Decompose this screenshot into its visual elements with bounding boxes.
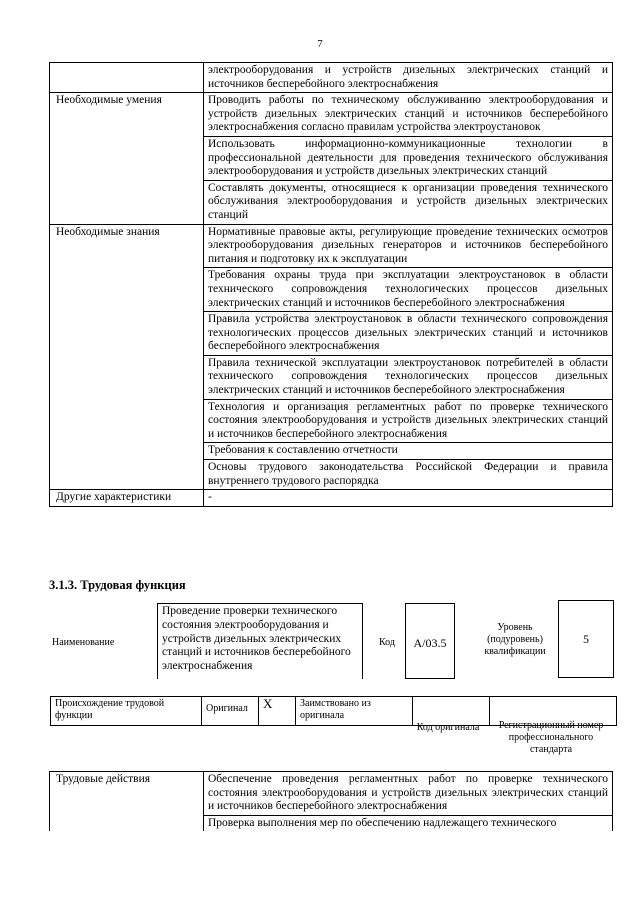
- knowledge-item: Основы трудового законодательства Российской Федерации и правила внутреннего трудового распорядка: [204, 460, 613, 490]
- function-code-box: A/03.5: [405, 603, 455, 679]
- skills-item: Составлять документы, относящиеся к организации проведения технического обслуживания электрооборудования и устройств дизельных электрических станций: [204, 180, 613, 224]
- continuation-text: электрооборудования и устройств дизельных электрических станций и источников бесперебойного электроснабжения: [204, 63, 613, 93]
- actions-table: [49, 771, 613, 831]
- original-mark: X: [259, 697, 296, 726]
- skills-item: Проводить работы по техническому обслуживанию электрооборудования и устройств дизельных электрических станций и источников бесперебойного электроснабжения согласно правилам устройства электроустановок: [204, 93, 613, 137]
- reg-number-label: Регистрационный номер профессионального стандарта: [498, 720, 604, 755]
- action-item: Обеспечение проведения регламентных работ по проверке технического состояния электрооборудования и устройств дизельных электрических станций и источников бесперебойного электроснабжения: [204, 772, 613, 816]
- actions-label: Трудовые действия: [50, 772, 204, 832]
- knowledge-item: Правила технической эксплуатации электроустановок потребителей в области технического сопровождения технологических процессов дизельных электрических станций и источников бесперебойного электроснабжения: [204, 355, 613, 399]
- borrowed-label: Заимствовано из оригинала: [296, 697, 413, 726]
- function-name-box: Проведение проверки технического состояния электрооборудования и устройств дизельных электрических станций и источников бесперебойного электроснабжения: [157, 603, 363, 679]
- table-row: [50, 490, 613, 507]
- page-number: 7: [317, 38, 323, 50]
- knowledge-item: Правила устройства электроустановок в области технического сопровождения технологических процессов дизельных электрических станций и источников бесперебойного электроснабжения: [204, 312, 613, 356]
- code-label: Код: [379, 637, 395, 648]
- name-label: Наименование: [52, 637, 115, 648]
- code-original-label: Код оригинала: [416, 722, 480, 733]
- level-label: Уровень (подуровень) квалификации: [484, 622, 546, 657]
- original-label: Оригинал: [202, 697, 259, 726]
- level-value-box: 5: [558, 600, 614, 678]
- table-row: [50, 93, 613, 137]
- other-label: Другие характеристики: [50, 490, 204, 507]
- table-row: [50, 224, 613, 268]
- knowledge-item: Требования к составлению отчетности: [204, 443, 613, 460]
- table-row: [50, 63, 613, 93]
- knowledge-item: Технология и организация регламентных работ по проверке технического состояния электрооборудования и устройств дизельных электрических станций и источников бесперебойного электроснабжения: [204, 399, 613, 443]
- skills-item: Использовать информационно-коммуникационные технологии в профессиональной деятельности для проведения технического обслуживания электрооборудования и устройств дизельных электрических станций: [204, 136, 613, 180]
- knowledge-item: Требования охраны труда при эксплуатации электроустановок в области технического сопровождения технологических процессов дизельных электрических станций и источников бесперебойного электроснабжения: [204, 268, 613, 312]
- origin-label: Происхождение трудовой функции: [51, 697, 202, 726]
- skills-label: Необходимые умения: [50, 93, 204, 224]
- knowledge-label: Необходимые знания: [50, 224, 204, 490]
- other-value: -: [204, 490, 613, 507]
- table-cell: [50, 63, 204, 93]
- section-title: 3.1.3. Трудовая функция: [49, 578, 186, 592]
- competency-table: [49, 62, 613, 507]
- action-item: Проверка выполнения мер по обеспечению надлежащего технического: [204, 815, 613, 831]
- table-row: [50, 772, 613, 816]
- knowledge-item: Нормативные правовые акты, регулирующие проведение технических осмотров электрооборудования дизельных генераторов и источников бесперебойного питания и подготовку их к эксплуатации: [204, 224, 613, 268]
